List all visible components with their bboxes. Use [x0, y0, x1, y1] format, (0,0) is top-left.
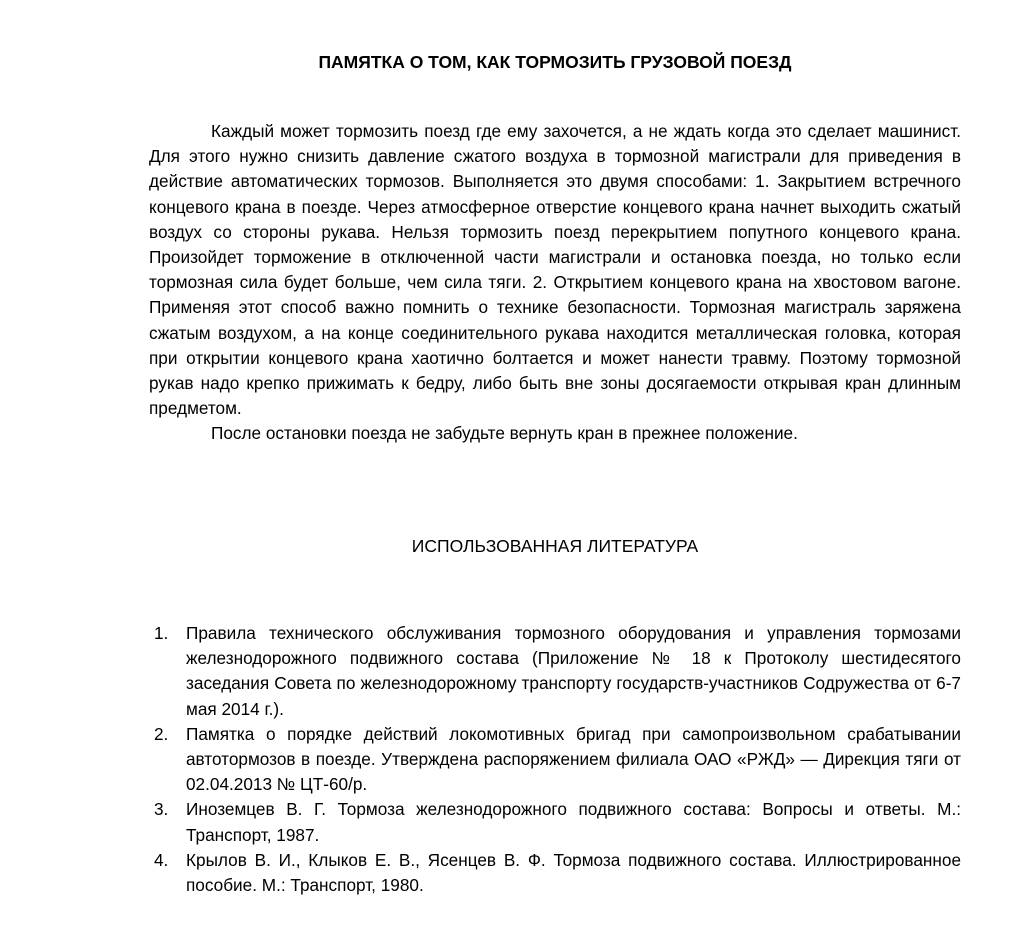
document-title: ПАМЯТКА О ТОМ, КАК ТОРМОЗИТЬ ГРУЗОВОЙ ПОЕЗД [318, 52, 792, 72]
reference-item [149, 797, 961, 847]
reference-number: 2. [154, 723, 169, 744]
reference-number: 4. [154, 849, 169, 870]
reference-item [149, 722, 961, 798]
reference-number: 3. [154, 799, 169, 820]
body-paragraph: После остановки поезда не забудьте вернуть кран в прежнее положение. [211, 423, 798, 444]
document-body [149, 119, 961, 447]
reference-number: 1. [154, 623, 169, 643]
references-list [149, 621, 961, 898]
reference-text: Памятка о порядке действий локомотивных бригад при самопроизвольном срабатывании автотормозов в поезде. Утверждена распоряжением филиала ОАО «РЖД» — Дирекция тяги от 02.04.2013 № ЦТ-60/р. [186, 723, 961, 795]
reference-item [149, 621, 961, 722]
reference-text: Крылов В. И., Клыков Е. В., Ясенцев В. Ф. Тормоза подвижного состава. Иллюстрированное пособие. М.: Транспорт, 1980. [186, 849, 961, 896]
body-paragraph: Каждый может тормозить поезд где ему захочется, а не ждать когда это сделает машинист. Для этого нужно снизить давление сжатого воздуха в тормозной магистрали для приведения в действие автоматических тормозов. Выполняется это двумя способами: 1. Закрытием встречного концевого крана в поезде. Через атмосферное отверстие концевого крана начнет выходить сжатый воздух со стороны рукава. Нельзя тормозить поезд перекрытием попутного концевого крана. Произойдет торможение в отключенной части магистрали и остановка поезда, но только если тормозная сила будет больше, чем сила тяги. 2. Открытием концевого крана на хвостовом вагоне. Применяя этот способ важно помнить о технике безопасности. Тормозная магистраль заряжена сжатым воздухом, а на конце соединительного рукава находится металлическая головка, которая при открытии концевого крана хаотично болтается и может нанести травму. Поэтому тормозной рукав надо крепко прижимать к бедру, либо быть вне зоны досягаемости открывая кран длинным предметом. [149, 121, 961, 419]
reference-text: Иноземцев В. Г. Тормоза железнодорожного подвижного состава: Вопросы и ответы. М.: Транспорт, 1987. [186, 799, 961, 845]
literature-heading: ИСПОЛЬЗОВАННАЯ ЛИТЕРАТУРА [411, 536, 699, 556]
reference-text: Правила технического обслуживания тормозного оборудования и управления тормозами железнодорожного подвижного состава (Приложение № 18 к Протоколу шестидесятого заседания Совета по железнодорожному транспорту государств-участников Содружества от 6-7 мая 2014 г.). [186, 623, 961, 719]
reference-item [149, 848, 961, 898]
